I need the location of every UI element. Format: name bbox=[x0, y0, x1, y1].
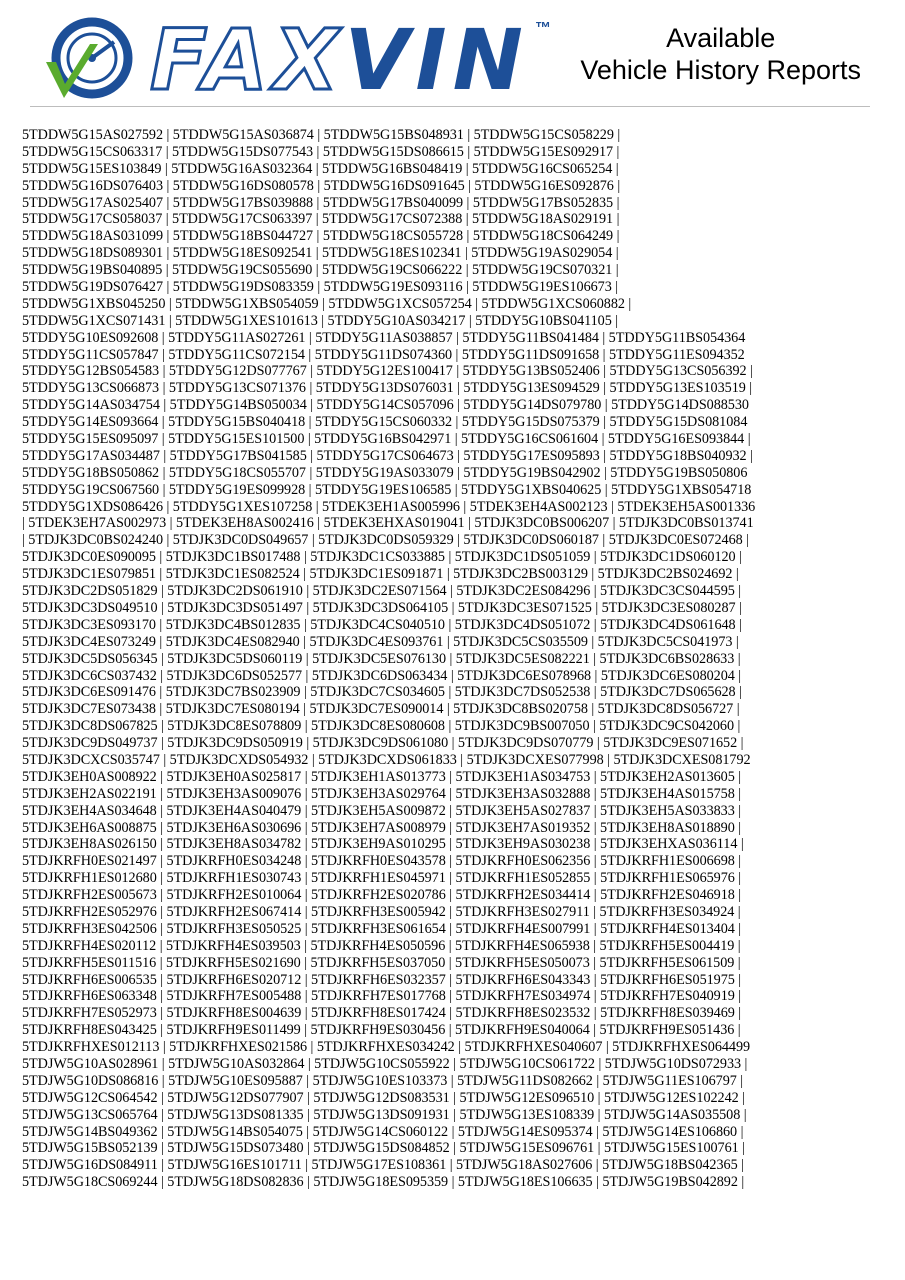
vin-line: 5TDJK3EH8AS026150 | 5TDJK3EH8AS034782 | 5TDJK3EH9AS010295 | 5TDJK3EH9AS030238 | 5TDJK3EHXAS036114 | bbox=[22, 836, 744, 853]
vin-line: 5TDDW5G17CS058037 | 5TDDW5G17CS063397 | 5TDDW5G17CS072388 | 5TDDW5G18AS029191 | bbox=[22, 211, 620, 228]
vin-line: 5TDJK3DC2DS051829 | 5TDJK3DC2DS061910 | 5TDJK3DC2ES071564 | 5TDJK3DC2ES084296 | 5TDJK3DC3CS044595 | bbox=[22, 583, 742, 600]
vin-line: 5TDJK3DC7ES073438 | 5TDJK3DC7ES080194 | 5TDJK3DC7ES090014 | 5TDJK3DC8BS020758 | 5TDJK3DC8DS056727 | bbox=[22, 701, 740, 718]
vin-line: 5TDJK3EH2AS022191 | 5TDJK3EH3AS009076 | 5TDJK3EH3AS029764 | 5TDJK3EH3AS032888 | 5TDJK3EH4AS015758 | bbox=[22, 785, 742, 802]
vin-line: 5TDJKRFH1ES012680 | 5TDJKRFH1ES030743 | 5TDJKRFH1ES045971 | 5TDJKRFH1ES052855 | 5TDJKRFH1ES065976 | bbox=[22, 870, 742, 887]
vin-line: 5TDDY5G12BS054583 | 5TDDY5G12DS077767 | 5TDDY5G12ES100417 | 5TDDY5G13BS052406 | 5TDDY5G13CS056392 | bbox=[22, 363, 753, 380]
vin-line: 5TDDY5G14AS034754 | 5TDDY5G14BS050034 | 5TDDY5G14CS057096 | 5TDDY5G14DS079780 | 5TDDY5G14DS088530 bbox=[22, 397, 749, 414]
logo-wordmark bbox=[150, 11, 529, 109]
vin-line: 5TDJK3DC6ES091476 | 5TDJK3DC7BS023909 | 5TDJK3DC7CS034605 | 5TDJK3DC7DS052538 | 5TDJK3DC7DS065628 | bbox=[22, 684, 742, 701]
vin-line: 5TDDY5G17AS034487 | 5TDDY5G17BS041585 | 5TDDY5G17CS064673 | 5TDDY5G17ES095893 | 5TDDY5G18BS040932 | bbox=[22, 447, 753, 464]
header-divider bbox=[30, 106, 870, 107]
vin-line: 5TDJW5G15BS052139 | 5TDJW5G15DS073480 | 5TDJW5G15DS084852 | 5TDJW5G15ES096761 | 5TDJW5G15ES100761 | bbox=[22, 1140, 745, 1157]
vin-line: 5TDDY5G19CS067560 | 5TDDY5G19ES099928 | 5TDDY5G19ES106585 | 5TDDY5G1XBS040625 | 5TDDY5G1XBS054718 bbox=[22, 481, 752, 498]
vin-line: 5TDDW5G15AS027592 | 5TDDW5G15AS036874 | 5TDDW5G15BS048931 | 5TDDW5G15CS058229 | bbox=[22, 127, 621, 143]
vin-line: 5TDJK3DC5DS056345 | 5TDJK3DC5DS060119 | 5TDJK3DC5ES076130 | 5TDJK3DC5ES082221 | 5TDJK3DC6BS028633 | bbox=[22, 650, 741, 667]
vin-line: 5TDDY5G18BS050862 | 5TDDY5G18CS055707 | 5TDDY5G19AS033079 | 5TDDY5G19BS042902 | 5TDDY5G19BS050806 bbox=[22, 464, 748, 481]
vin-line: 5TDJKRFHXES012113 | 5TDJKRFHXES021586 | 5TDJKRFHXES034242 | 5TDJKRFHXES040607 | 5TDJKRFHXES064499 bbox=[22, 1039, 751, 1056]
vin-line: 5TDJW5G13CS065764 | 5TDJW5G13DS081335 | 5TDJW5G13DS091931 | 5TDJW5G13ES108339 | 5TDJW5G14AS035508 | bbox=[22, 1106, 747, 1123]
vin-line: 5TDJKRFH8ES043425 | 5TDJKRFH9ES011499 | 5TDJKRFH9ES030456 | 5TDJKRFH9ES040064 | 5TDJKRFH9ES051436 | bbox=[22, 1022, 741, 1039]
vin-line: 5TDDY5G15ES095097 | 5TDDY5G15ES101500 | 5TDDY5G16BS042971 | 5TDDY5G16CS061604 | 5TDDY5G16ES093844 | bbox=[22, 431, 751, 448]
vin-line: 5TDDW5G15ES103849 | 5TDDW5G16AS032364 | 5TDDW5G16BS048419 | 5TDDW5G16CS065254 | bbox=[22, 160, 619, 177]
page-header bbox=[0, 0, 905, 110]
vin-line: 5TDJKRFH2ES052976 | 5TDJKRFH2ES067414 | 5TDJKRFH3ES005942 | 5TDJKRFH3ES027911 | 5TDJKRFH3ES034924 | bbox=[22, 903, 741, 920]
vin-line: 5TDJK3DC3ES093170 | 5TDJK3DC4BS012835 | 5TDJK3DC4CS040510 | 5TDJK3DC4DS051072 | 5TDJK3DC4DS061648 | bbox=[22, 616, 742, 633]
vin-line: 5TDDW5G18AS031099 | 5TDDW5G18BS044727 | 5TDDW5G18CS055728 | 5TDDW5G18CS064249 | bbox=[22, 228, 620, 245]
vin-line: 5TDJKRFH2ES005673 | 5TDJKRFH2ES010064 | 5TDJKRFH2ES020786 | 5TDJKRFH2ES034414 | 5TDJKRFH2ES046918 | bbox=[22, 887, 742, 904]
vin-line: 5TDJK3DC1ES079851 | 5TDJK3DC1ES082524 | 5TDJK3DC1ES091871 | 5TDJK3DC2BS003129 | 5TDJK3DC2BS024692 | bbox=[22, 566, 739, 583]
vin-line: 5TDJW5G18CS069244 | 5TDJW5G18DS082836 | 5TDJW5G18ES095359 | 5TDJW5G18ES106635 | 5TDJW5G19BS042892 | bbox=[22, 1174, 745, 1191]
vin-line: 5TDDW5G19DS076427 | 5TDDW5G19DS083359 | 5TDDW5G19ES093116 | 5TDDW5G19ES106673 | bbox=[22, 279, 619, 296]
vin-line: 5TDJW5G16DS084911 | 5TDJW5G16ES101711 | 5TDJW5G17ES108361 | 5TDJW5G18AS027606 | 5TDJW5G18BS042365 | bbox=[22, 1157, 744, 1174]
vin-line: 5TDDW5G15CS063317 | 5TDDW5G15DS077543 | 5TDDW5G15DS086615 | 5TDDW5G15ES092917 | bbox=[22, 143, 620, 160]
vin-line: 5TDDW5G16DS076403 | 5TDDW5G16DS080578 | 5TDDW5G16DS091645 | 5TDDW5G16ES092876 | bbox=[22, 177, 621, 194]
vin-line: 5TDDY5G14ES093664 | 5TDDY5G15BS040418 | 5TDDY5G15CS060332 | 5TDDY5G15DS075379 | 5TDDY5G15DS081084 bbox=[22, 414, 748, 431]
vin-line: 5TDDW5G1XCS071431 | 5TDDW5G1XES101613 | 5TDDY5G10AS034217 | 5TDDY5G10BS041105 | bbox=[22, 312, 619, 329]
page-title bbox=[580, 22, 861, 86]
vin-line: 5TDDY5G11CS057847 | 5TDDY5G11CS072154 | 5TDDY5G11DS074360 | 5TDDY5G11DS091658 | 5TDDY5G11ES094352 bbox=[22, 346, 745, 363]
vin-line: 5TDJKRFH6ES063348 | 5TDJKRFH7ES005488 | 5TDJKRFH7ES017768 | 5TDJKRFH7ES034974 | 5TDJKRFH7ES040919 | bbox=[22, 988, 742, 1005]
vin-line: 5TDJW5G10AS028961 | 5TDJW5G10AS032864 | 5TDJW5G10CS055922 | 5TDJW5G10CS061722 | 5TDJW5G10DS072933 | bbox=[22, 1055, 748, 1072]
vin-line: 5TDJK3DC0ES090095 | 5TDJK3DC1BS017488 | 5TDJK3DC1CS033885 | 5TDJK3DC1DS051059 | 5TDJK3DC1DS060120 | bbox=[22, 549, 742, 566]
vin-line: 5TDJKRFH6ES006535 | 5TDJKRFH6ES020712 | 5TDJKRFH6ES032357 | 5TDJKRFH6ES043343 | 5TDJKRFH6ES051975 | bbox=[22, 971, 742, 988]
vin-line: | 5TDEK3EH7AS002973 | 5TDEK3EH8AS002416 | 5TDEK3EHXAS019041 | 5TDJK3DC0BS006207 | 5TDJK3DC0BS013741 bbox=[22, 515, 754, 532]
page-title-line-1: Available bbox=[666, 23, 776, 53]
vin-line: 5TDDW5G19BS040895 | 5TDDW5G19CS055690 | 5TDDW5G19CS066222 | 5TDDW5G19CS070321 | bbox=[22, 262, 619, 279]
vin-line: 5TDJK3EH6AS008875 | 5TDJK3EH6AS030696 | 5TDJK3EH7AS008979 | 5TDJK3EH7AS019352 | 5TDJK3EH8AS018890 | bbox=[22, 819, 742, 836]
vin-line: 5TDDW5G18DS089301 | 5TDDW5G18ES092541 | 5TDDW5G18ES102341 | 5TDDW5G19AS029054 | bbox=[22, 245, 619, 262]
vin-line: 5TDDY5G10ES092608 | 5TDDY5G11AS027261 | 5TDDY5G11AS038857 | 5TDDY5G11BS041484 | 5TDDY5G11BS054364 bbox=[22, 329, 746, 346]
vin-line: 5TDJKRFH5ES011516 | 5TDJKRFH5ES021690 | 5TDJKRFH5ES037050 | 5TDJKRFH5ES050073 | 5TDJKRFH5ES061509 | bbox=[22, 954, 741, 971]
logo-fax: FAX bbox=[150, 11, 345, 109]
vin-line: 5TDJW5G12CS064542 | 5TDJW5G12DS077907 | 5TDJW5G12DS083531 | 5TDJW5G12ES096510 | 5TDJW5G12ES102242 | bbox=[22, 1089, 745, 1106]
vin-line: 5TDJW5G10DS086816 | 5TDJW5G10ES095887 | 5TDJW5G10ES103373 | 5TDJW5G11DS082662 | 5TDJW5G11ES106797 | bbox=[22, 1072, 744, 1089]
vin-line: 5TDDY5G1XDS086426 | 5TDDY5G1XES107258 | 5TDEK3EH1AS005996 | 5TDEK3EH4AS002123 | 5TDEK3EH5AS001336 bbox=[22, 498, 756, 515]
vin-line: 5TDDW5G1XBS045250 | 5TDDW5G1XBS054059 | 5TDDW5G1XCS057254 | 5TDDW5G1XCS060882 | bbox=[22, 295, 632, 312]
vin-line: 5TDDW5G17AS025407 | 5TDDW5G17BS039888 | 5TDDW5G17BS040099 | 5TDDW5G17BS052835 | bbox=[22, 194, 620, 211]
vin-line: 5TDJKRFH3ES042506 | 5TDJKRFH3ES050525 | 5TDJKRFH3ES061654 | 5TDJKRFH4ES007991 | 5TDJKRFH4ES013404 | bbox=[22, 920, 742, 937]
vin-line: 5TDJK3DC3DS049510 | 5TDJK3DC3DS051497 | 5TDJK3DC3DS064105 | 5TDJK3DC3ES071525 | 5TDJK3DC3ES080287 | bbox=[22, 599, 742, 616]
faxvin-logo bbox=[40, 11, 560, 109]
vin-line: 5TDJK3DC4ES073249 | 5TDJK3DC4ES082940 | 5TDJK3DC4ES093761 | 5TDJK3DC5CS035509 | 5TDJK3DC5CS041973 | bbox=[22, 633, 739, 650]
vin-line: | 5TDJK3DC0BS024240 | 5TDJK3DC0DS049657 | 5TDJK3DC0DS059329 | 5TDJK3DC0DS060187 | 5TDJK3DC0ES072468 | bbox=[22, 532, 749, 549]
trademark-symbol: ™ bbox=[535, 20, 551, 37]
vin-line: 5TDJK3DC9DS049737 | 5TDJK3DC9DS050919 | 5TDJK3DC9DS061080 | 5TDJK3DC9DS070779 | 5TDJK3DC9ES071652 | bbox=[22, 735, 744, 752]
logo-vin: VIN bbox=[344, 11, 529, 109]
vin-line: 5TDJKRFH0ES021497 | 5TDJKRFH0ES034248 | 5TDJKRFH0ES043578 | 5TDJKRFH0ES062356 | 5TDJKRFH1ES006698 | bbox=[22, 853, 742, 870]
vin-line: 5TDJKRFH7ES052973 | 5TDJKRFH8ES004639 | 5TDJKRFH8ES017424 | 5TDJKRFH8ES023532 | 5TDJKRFH8ES039469 | bbox=[22, 1005, 742, 1022]
page-title-line-2: Vehicle History Reports bbox=[580, 55, 861, 85]
vin-line: 5TDDY5G13CS066873 | 5TDDY5G13CS071376 | 5TDDY5G13DS076031 | 5TDDY5G13ES094529 | 5TDDY5G13ES103519 | bbox=[22, 380, 753, 397]
speedometer-checkmark-icon bbox=[40, 14, 150, 106]
vin-line: 5TDJK3DC8DS067825 | 5TDJK3DC8ES078809 | 5TDJK3DC8ES080608 | 5TDJK3DC9BS007050 | 5TDJK3DC9CS042060 | bbox=[22, 718, 741, 735]
vin-line: 5TDJW5G14BS049362 | 5TDJW5G14BS054075 | 5TDJW5G14CS060122 | 5TDJW5G14ES095374 | 5TDJW5G14ES106860 | bbox=[22, 1123, 744, 1140]
vin-line: 5TDJK3EH4AS034648 | 5TDJK3EH4AS040479 | 5TDJK3EH5AS009872 | 5TDJK3EH5AS027837 | 5TDJK3EH5AS033833 | bbox=[22, 802, 742, 819]
vin-line: 5TDJK3EH0AS008922 | 5TDJK3EH0AS025817 | 5TDJK3EH1AS013773 | 5TDJK3EH1AS034753 | 5TDJK3EH2AS013605 | bbox=[22, 768, 742, 785]
vin-list bbox=[22, 127, 905, 1191]
vin-line: 5TDJK3DCXCS035747 | 5TDJK3DCXDS054932 | 5TDJK3DCXDS061833 | 5TDJK3DCXES077998 | 5TDJK3DCXES081792 bbox=[22, 751, 751, 768]
vin-line: 5TDJK3DC6CS037432 | 5TDJK3DC6DS052577 | 5TDJK3DC6DS063434 | 5TDJK3DC6ES078968 | 5TDJK3DC6ES080204 | bbox=[22, 667, 742, 684]
vin-line: 5TDJKRFH4ES020112 | 5TDJKRFH4ES039503 | 5TDJKRFH4ES050596 | 5TDJKRFH4ES065938 | 5TDJKRFH5ES004419 | bbox=[22, 937, 741, 954]
